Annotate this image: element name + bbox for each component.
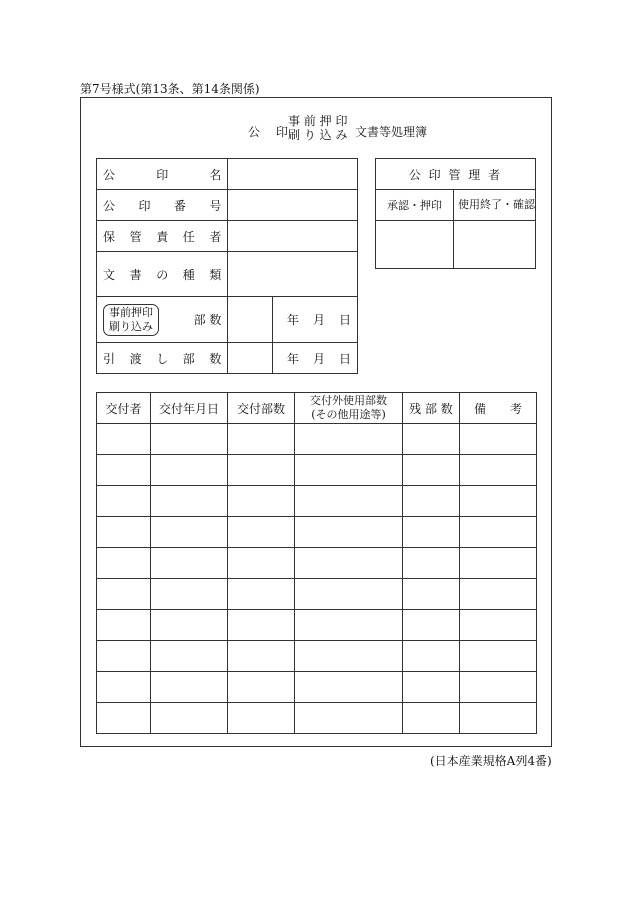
ledger-col-count: 交付部数	[228, 393, 295, 424]
ledger-cell[interactable]	[460, 703, 537, 734]
info-value-seal-number[interactable]	[228, 190, 358, 221]
ledger-cell[interactable]	[97, 703, 151, 734]
ledger-cell[interactable]	[460, 579, 537, 610]
ledger-header-row	[97, 393, 537, 424]
ledger-cell[interactable]	[403, 517, 460, 548]
ledger-body	[97, 424, 537, 734]
ledger-cell[interactable]	[97, 579, 151, 610]
info-label-custodian: 保 管 責 任 者	[97, 221, 228, 252]
ledger-cell[interactable]	[97, 424, 151, 455]
ledger-cell[interactable]	[295, 703, 403, 734]
info-label-delivery: 引 渡 し 部 数	[97, 343, 228, 374]
ledger-row	[97, 486, 537, 517]
ledger-cell[interactable]	[228, 455, 295, 486]
info-value-seal-name[interactable]	[228, 159, 358, 190]
copies-bracket: 事前押印 刷り込み	[103, 304, 159, 336]
ledger-cell[interactable]	[151, 703, 228, 734]
title-suffix: 文書等処理簿	[355, 125, 428, 139]
title-lower: 刷 り 込 み	[288, 128, 348, 142]
ledger-cell[interactable]	[403, 424, 460, 455]
title-upper: 事 前 押 印	[288, 114, 348, 128]
info-label-seal-number: 公 印 番 号	[97, 190, 228, 221]
info-value-copies[interactable]	[228, 297, 273, 343]
ledger-cell[interactable]	[295, 424, 403, 455]
ledger-cell[interactable]	[151, 486, 228, 517]
ledger-cell[interactable]	[228, 579, 295, 610]
ledger-cell[interactable]	[295, 641, 403, 672]
ledger-cell[interactable]	[228, 517, 295, 548]
ledger-cell[interactable]	[228, 548, 295, 579]
ledger-cell[interactable]	[228, 610, 295, 641]
document-title	[248, 114, 548, 146]
ledger-cell[interactable]	[97, 486, 151, 517]
info-date-delivery[interactable]: 年 月 日	[272, 343, 357, 374]
ledger-cell[interactable]	[403, 641, 460, 672]
ledger-col-issuer: 交付者	[97, 393, 151, 424]
info-value-custodian[interactable]	[228, 221, 358, 252]
ledger-row	[97, 641, 537, 672]
manager-approve-cell[interactable]	[376, 221, 454, 269]
seal-manager-table	[375, 158, 536, 269]
ledger-row	[97, 455, 537, 486]
ledger-cell[interactable]	[460, 455, 537, 486]
copies-label: 部 数	[193, 313, 222, 327]
ledger-cell[interactable]	[403, 610, 460, 641]
ledger-cell[interactable]	[151, 548, 228, 579]
info-value-delivery[interactable]	[228, 343, 273, 374]
ledger-col-other-use: 交付外使用部数 (その他用途等)	[295, 393, 403, 424]
ledger-row	[97, 703, 537, 734]
ledger-cell[interactable]	[228, 703, 295, 734]
seal-info-table	[96, 158, 358, 374]
manager-confirm-cell[interactable]	[454, 221, 536, 269]
info-label-copies	[97, 297, 228, 343]
ledger-cell[interactable]	[295, 672, 403, 703]
info-date-copies[interactable]: 年 月 日	[272, 297, 357, 343]
ledger-cell[interactable]	[460, 672, 537, 703]
ledger-cell[interactable]	[295, 548, 403, 579]
ledger-cell[interactable]	[97, 548, 151, 579]
title-prefix: 公 印	[248, 125, 294, 139]
manager-header: 公 印 管 理 者	[376, 159, 536, 190]
ledger-cell[interactable]	[403, 455, 460, 486]
ledger-col-date: 交付年月日	[151, 393, 228, 424]
ledger-row	[97, 672, 537, 703]
ledger-cell[interactable]	[228, 672, 295, 703]
ledger-cell[interactable]	[403, 548, 460, 579]
paper-standard-note: (日本産業規格A列4番)	[430, 754, 552, 768]
ledger-cell[interactable]	[460, 517, 537, 548]
info-label-seal-name: 公 印 名	[97, 159, 228, 190]
title-stack	[288, 114, 347, 142]
ledger-cell[interactable]	[403, 672, 460, 703]
ledger-cell[interactable]	[295, 610, 403, 641]
manager-col-approve: 承認・押印	[376, 190, 454, 221]
form-number-label: 第7号様式(第13条、第14条関係)	[80, 82, 260, 96]
ledger-cell[interactable]	[295, 517, 403, 548]
info-label-doc-type: 文 書 の 種 類	[97, 252, 228, 297]
ledger-col-remaining: 残 部 数	[403, 393, 460, 424]
ledger-cell[interactable]	[460, 486, 537, 517]
ledger-cell[interactable]	[151, 641, 228, 672]
ledger-cell[interactable]	[97, 455, 151, 486]
ledger-cell[interactable]	[460, 548, 537, 579]
ledger-cell[interactable]	[403, 703, 460, 734]
ledger-cell[interactable]	[151, 610, 228, 641]
info-value-doc-type[interactable]	[228, 252, 358, 297]
ledger-cell[interactable]	[151, 579, 228, 610]
ledger-row	[97, 579, 537, 610]
ledger-cell[interactable]	[403, 579, 460, 610]
ledger-cell[interactable]	[403, 486, 460, 517]
ledger-cell[interactable]	[151, 455, 228, 486]
ledger-cell[interactable]	[460, 641, 537, 672]
ledger-cell[interactable]	[97, 517, 151, 548]
ledger-row	[97, 424, 537, 455]
ledger-cell[interactable]	[295, 579, 403, 610]
ledger-cell[interactable]	[295, 486, 403, 517]
ledger-cell[interactable]	[97, 641, 151, 672]
ledger-cell[interactable]	[228, 424, 295, 455]
ledger-cell[interactable]	[151, 424, 228, 455]
ledger-cell[interactable]	[460, 424, 537, 455]
ledger-cell[interactable]	[460, 610, 537, 641]
ledger-col-notes: 備 考	[460, 393, 537, 424]
ledger-cell[interactable]	[228, 641, 295, 672]
ledger-cell[interactable]	[295, 455, 403, 486]
ledger-row	[97, 548, 537, 579]
ledger-row	[97, 610, 537, 641]
ledger-cell[interactable]	[97, 610, 151, 641]
ledger-cell[interactable]	[97, 672, 151, 703]
ledger-row	[97, 517, 537, 548]
manager-col-confirm: 使用終了・確認	[454, 190, 536, 221]
ledger-cell[interactable]	[228, 486, 295, 517]
ledger-table	[96, 392, 537, 734]
ledger-cell[interactable]	[151, 517, 228, 548]
ledger-cell[interactable]	[151, 672, 228, 703]
